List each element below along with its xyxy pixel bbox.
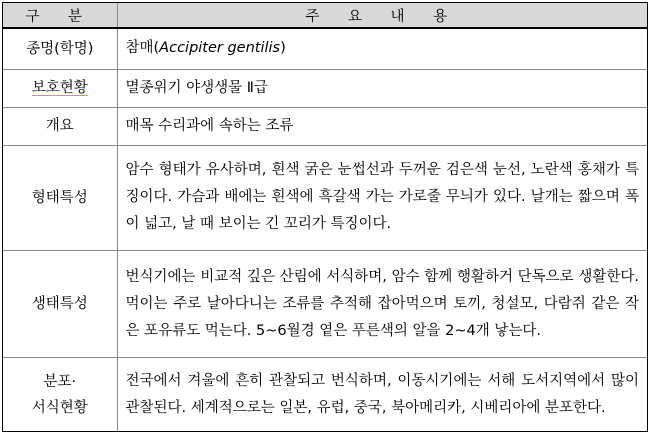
row-value-overview: 매목 수리과에 속하는 조류 — [117, 107, 647, 145]
row-value-morphology: 암수 형태가 유사하며, 흰색 굵은 눈썹선과 두꺼운 검은색 눈선, 노란색 홍채가 특징이다. 가슴과 배에는 흰색에 흑갈색 가는 가로줄 무늬가 있다. 날개는 짧으며 폭이 넓고, 날 때 보이는 긴 꼬리가 특징이다. — [117, 145, 647, 250]
row-label-protection — [3, 69, 117, 107]
table-row — [3, 358, 647, 431]
row-value-ecology: 번식기에는 비교적 깊은 산림에 서식하며, 암수 함께 행활하거 단독으로 생활한다. 먹이는 주로 날아다니는 조류를 추적해 잡아먹으며 토끼, 청설모, 다람쥐 같은 작은 포유류도 먹는다. 5~6월경 옅은 푸른색의 알을 2~4개 낳는다. — [117, 251, 647, 358]
row-label-ecology: 생태특성 — [3, 251, 117, 358]
header-content: 주 요 내 용 — [117, 3, 647, 28]
scientific-name: Accipiter gentilis — [159, 40, 281, 57]
species-suffix: ) — [280, 40, 286, 57]
row-label-overview: 개요 — [3, 107, 117, 145]
table-header-row — [3, 3, 647, 28]
species-name: 참매( — [125, 40, 160, 57]
row-value-protection: 멸종위기 야생생물 Ⅱ급 — [117, 69, 647, 107]
row-label-distribution — [3, 358, 117, 431]
table-row — [3, 251, 647, 358]
info-table — [2, 2, 648, 432]
row-value-species — [117, 28, 647, 69]
species-table — [3, 3, 647, 431]
table-row — [3, 107, 647, 145]
distribution-label-line2: 서식현황 — [31, 399, 88, 416]
row-label-species: 종명(학명) — [3, 28, 117, 69]
row-label-morphology: 형태특성 — [3, 145, 117, 250]
row-value-distribution: 전국에서 겨울에 흔히 관찰되고 번식하며, 이동시기에는 서해 도서지역에서 많이 관찰된다. 세계적으로는 일본, 유럽, 중국, 북아메리카, 시베리아에 분포한다. — [117, 358, 647, 431]
table-row — [3, 28, 647, 69]
table-row — [3, 69, 647, 107]
table-row — [3, 145, 647, 250]
header-category: 구 분 — [3, 3, 117, 28]
distribution-label-line1: 분포· — [43, 373, 77, 390]
protection-label-text: 보호현황 — [31, 80, 88, 97]
